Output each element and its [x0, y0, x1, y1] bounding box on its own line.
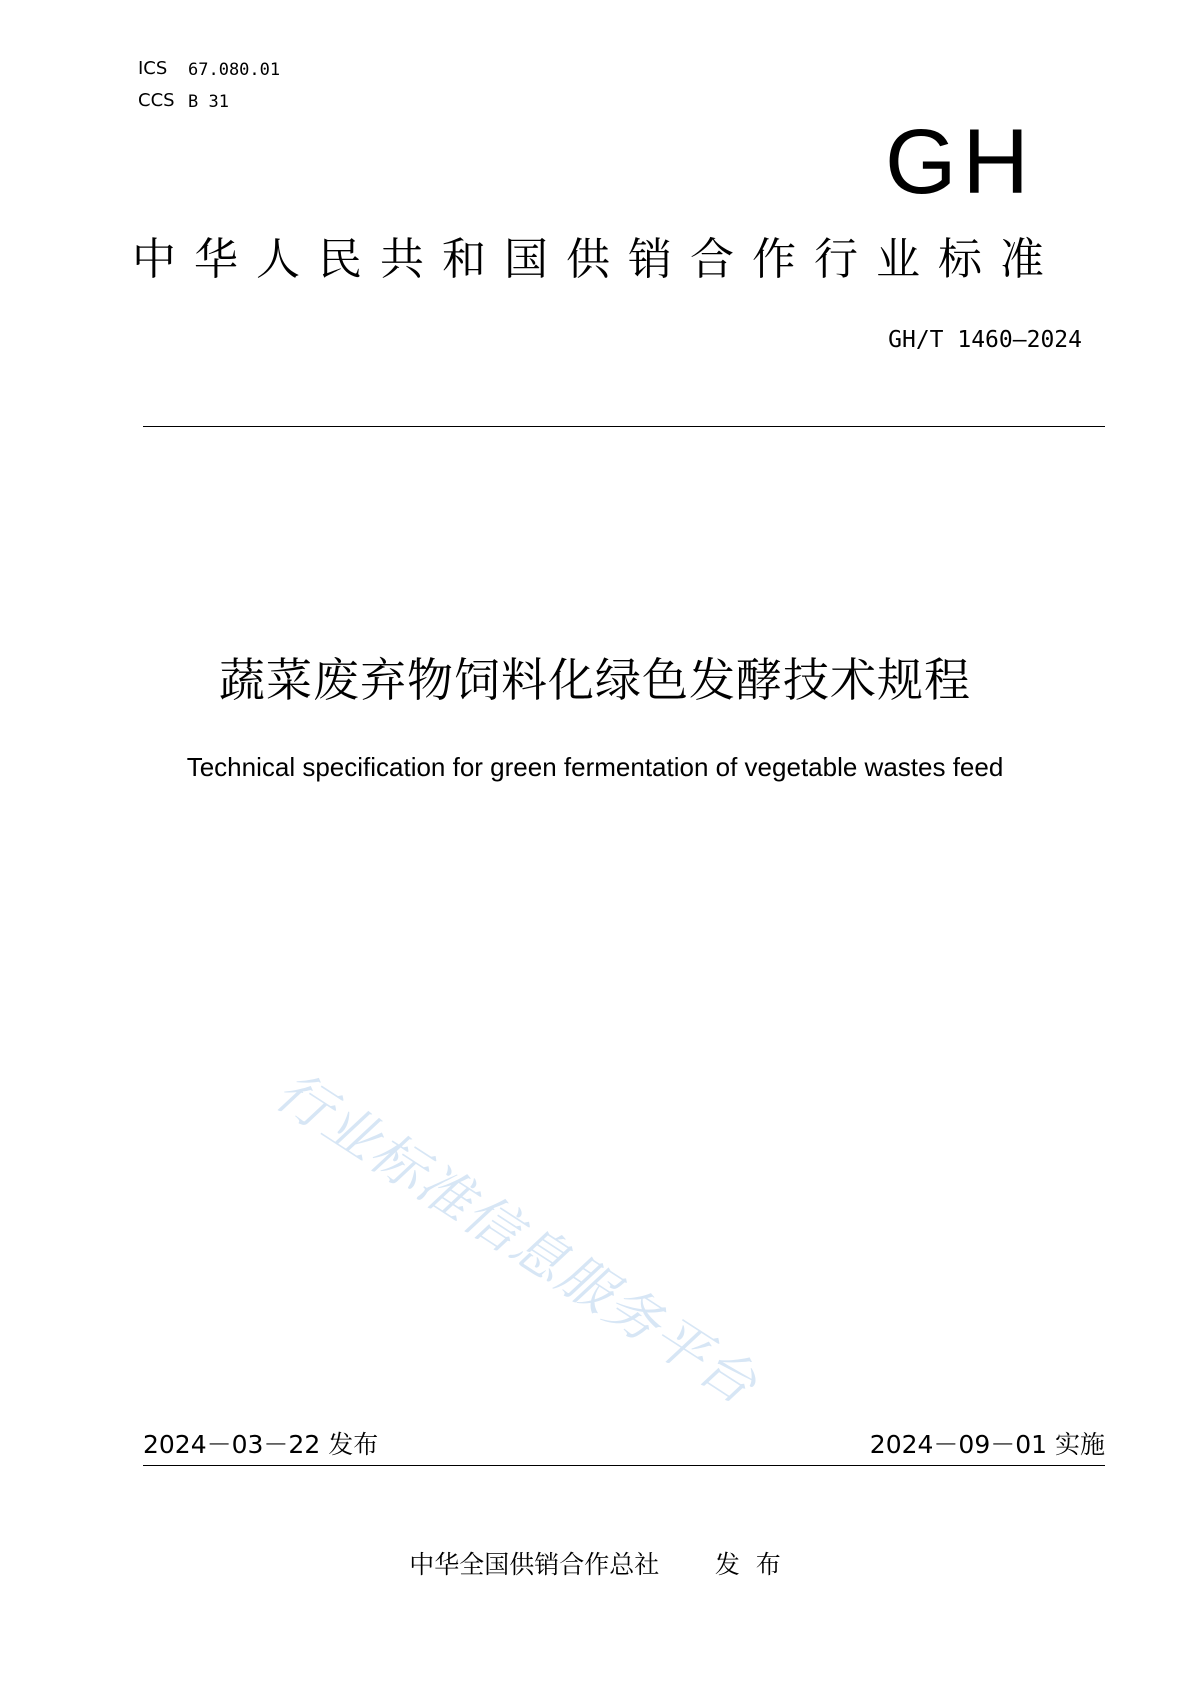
standard-number: GH/T 1460—2024	[888, 327, 1082, 353]
implementation-date: 2024－09－01 实施	[869, 1430, 1105, 1459]
watermark: 行业标准信息服务平台	[264, 1059, 769, 1418]
footer-divider	[143, 1465, 1105, 1466]
ccs-code: B 31	[188, 92, 229, 112]
ics-code: 67.080.01	[188, 60, 281, 80]
issuing-authority: 中华人民共和国供销合作行业标准	[132, 234, 1062, 285]
document-title-english: Technical specification for green fermentation of vegetable wastes feed	[186, 752, 1004, 782]
header-divider	[143, 426, 1105, 427]
gh-standard-logo: GH	[885, 111, 1035, 213]
issue-date: 2024－03－22 发布	[143, 1430, 379, 1459]
ics-label: ICS	[138, 58, 168, 79]
ccs-label: CCS	[138, 90, 175, 111]
publisher: 中华全国供销合作总社 发 布	[409, 1550, 781, 1579]
document-title-chinese: 蔬菜废弃物饲料化绿色发酵技术规程	[219, 653, 971, 707]
